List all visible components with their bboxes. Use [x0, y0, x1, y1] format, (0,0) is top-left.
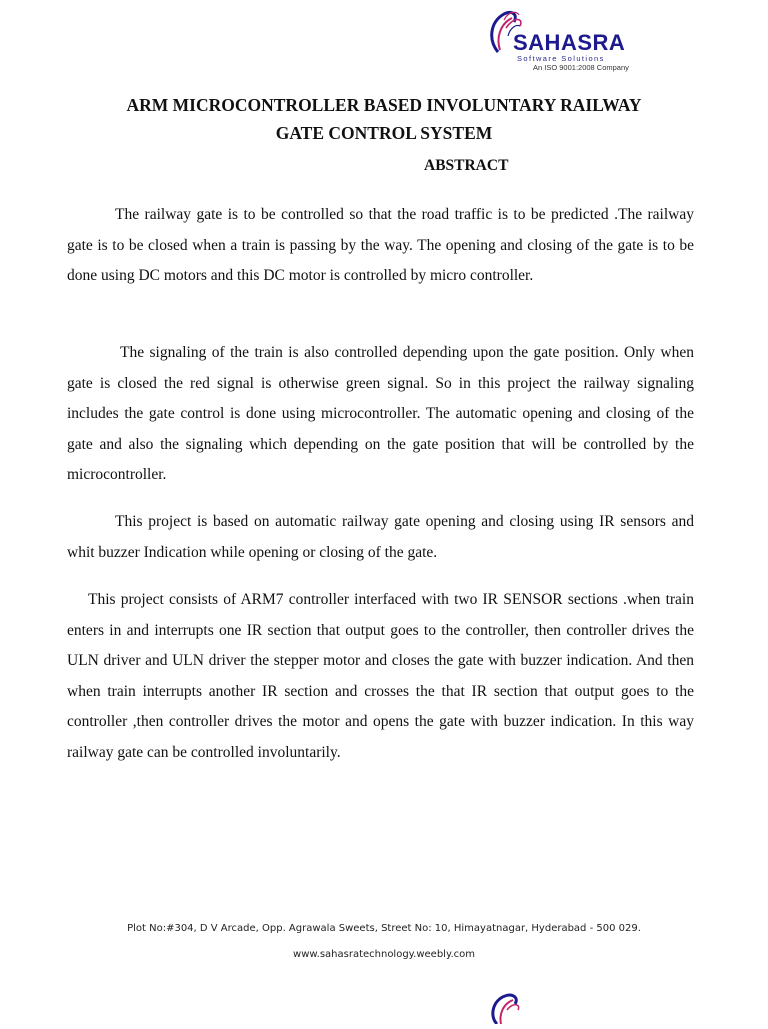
abstract-paragraph-1: The railway gate is to be controlled so that the road traffic is to be predicted .The railway gate is to be closed when a train is passing by the way. The opening and closing of the gate is to be done using DC motors and this DC motor is controlled by micro controller. [67, 206, 694, 284]
footer-address: Plot No:#304, D V Arcade, Opp. Agrawala Sweets, Street No: 10, Himayatnagar, Hyderabad - 500 029. [127, 923, 641, 934]
abstract-paragraph-4: This project consists of ARM7 controller interfaced with two IR SENSOR sections .when train enters in and interrupts one IR section that output goes to the controller, then controller drives the ULN driver and ULN driver the stepper motor and closes the gate with buzzer indication. And then when train interrupts another IR section and crosses the that IR section that output goes to the controller ,then controller drives the motor and opens the gate with buzzer indication. In this way railway gate can be controlled involuntarily. [67, 591, 694, 761]
abstract-paragraph-2: The signaling of the train is also controlled depending upon the gate position. Only when gate is closed the red signal is otherwise green signal. So in this project the railway signaling includes the gate control is done using microcontroller. The automatic opening and closing of the gate and also the signaling which depending on the gate position that will be controlled by the microcontroller. [67, 344, 694, 483]
footer-website: www.sahasratechnology.weebly.com [293, 949, 475, 960]
logo-wordmark: SAHASRA [513, 30, 626, 55]
title-line-2: GATE CONTROL SYSTEM [275, 123, 493, 143]
company-logo [486, 6, 658, 72]
abstract-paragraph-3: This project is based on automatic railway gate opening and closing using IR sensors and whit buzzer Indication while opening or closing of the gate. [67, 513, 694, 561]
title-line-1: ARM MICROCONTROLLER BASED INVOLUNTARY RAILWAY [126, 95, 642, 115]
logo-iso-text: An ISO 9001:2008 Company [533, 63, 629, 72]
abstract-heading: ABSTRACT [424, 157, 509, 174]
next-page-logo-fragment [485, 990, 525, 1024]
logo-swirl-icon [485, 990, 525, 1024]
logo-tagline: Software Solutions [517, 54, 605, 63]
document-title [60, 91, 708, 147]
